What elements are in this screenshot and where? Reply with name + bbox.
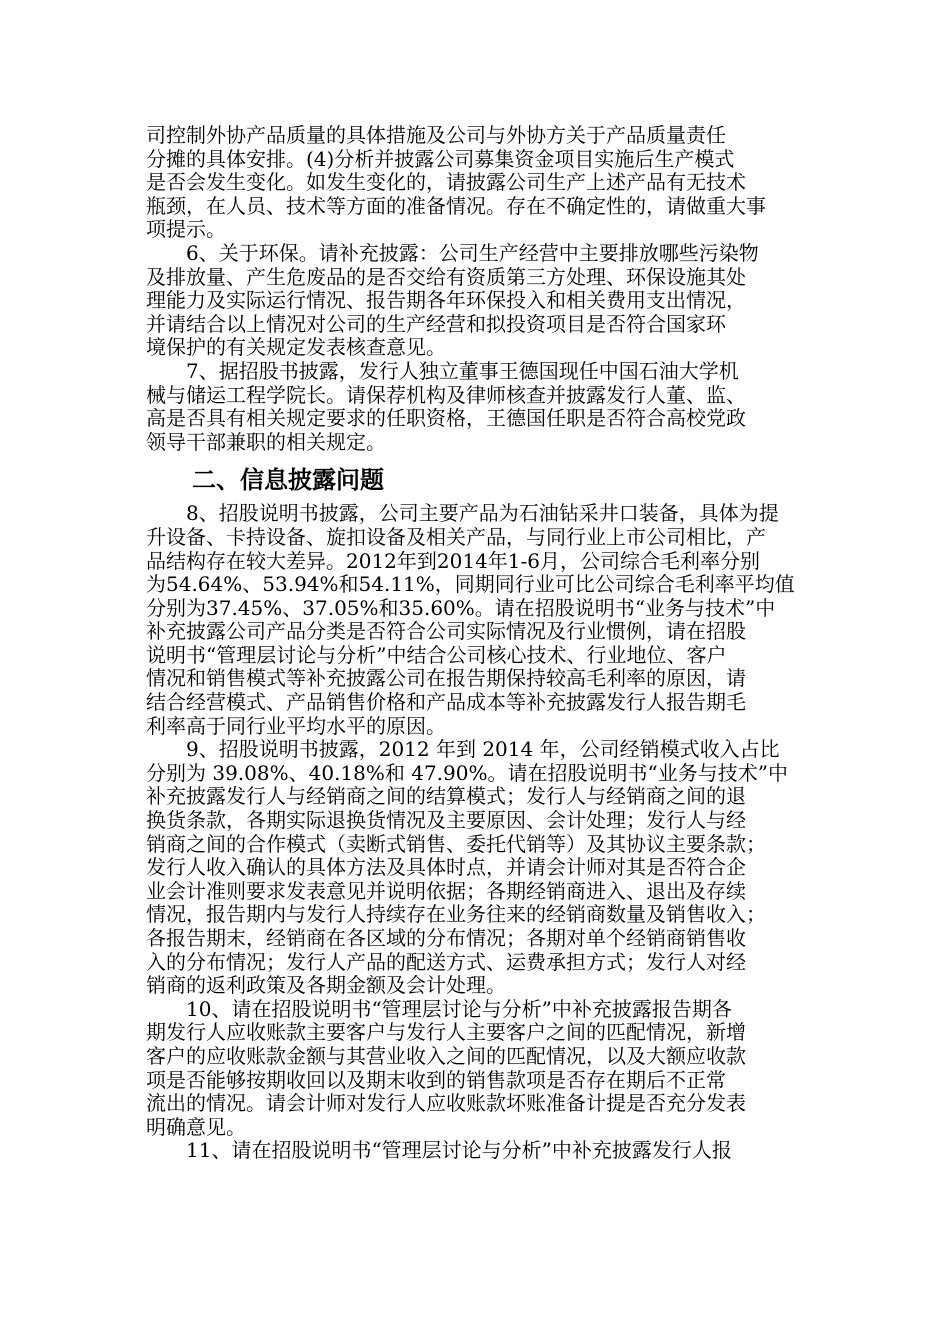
text-line: 瓶颈，在人员、技术等方面的准备情况。存在不确定性的，请做重大事	[146, 193, 766, 218]
text-line: 领导干部兼职的相关规定。	[146, 429, 386, 454]
paragraph	[146, 502, 806, 738]
text-line: 分别为 39.08%、40.18%和 47.90%。请在招股说明书“业务与技术”中	[146, 760, 788, 785]
text-line: 6、关于环保。请补充披露：公司生产经营中主要排放哪些污染物	[186, 240, 759, 265]
text-line: 各报告期末，经销商在各区域的分布情况；各期对单个经销商销售收	[146, 926, 746, 950]
text-line: 10、请在招股说明书“管理层讨论与分析”中补充披露报告期各	[186, 996, 732, 1021]
section-heading: 二、信息披露问题	[192, 466, 384, 495]
text-line: 理能力及实际运行情况、报告期各年环保投入和相关费用支出情况，	[146, 288, 746, 313]
text-line: 分别为37.45%、37.05%和35.60%。请在招股说明书“业务与技术”中	[146, 595, 776, 620]
text-line: 并请结合以上情况对公司的生产经营和拟投资项目是否符合国家环	[146, 311, 726, 336]
document-body-top	[146, 124, 806, 454]
text-line: 客户的应收账款金额与其营业收入之间的匹配情况，以及大额应收款	[146, 1043, 746, 1068]
text-line: 补充披露发行人与经销商之间的结算模式；发行人与经销商之间的退	[146, 784, 746, 809]
text-line: 司控制外协产品质量的具体措施及公司与外协方关于产品质量责任	[146, 123, 726, 147]
paragraph	[146, 124, 806, 242]
paragraph	[146, 738, 806, 998]
text-line: 情况，报告期内与发行人持续存在业务往来的经销商数量及销售收入；	[146, 902, 766, 927]
text-line: 11、请在招股说明书“管理层讨论与分析”中补充披露发行人报	[186, 1138, 732, 1163]
text-line: 项是否能够按期收回以及期末收到的销售款项是否存在期后不正常	[146, 1067, 726, 1092]
paragraph	[146, 360, 806, 454]
text-line: 高是否具有相关规定要求的任职资格，王德国任职是否符合高校党政	[146, 406, 746, 431]
text-line: 补充披露公司产品分类是否符合公司实际情况及行业惯例，请在招股	[146, 619, 746, 644]
text-line: 情况和销售模式等补充披露公司在报告期保持较高毛利率的原因，请	[146, 666, 746, 691]
document-page	[146, 124, 806, 1163]
text-line: 销商之间的合作模式（卖断式销售、委托代销等）及其协议主要条款；	[146, 831, 766, 856]
text-line: 分摊的具体安排。(4)分析并披露公司募集资金项目实施后生产模式	[146, 146, 735, 171]
text-line: 销商的返利政策及各期金额及会计处理。	[146, 973, 506, 998]
text-line: 结合经营模式、产品销售价格和产品成本等补充披露发行人报告期毛	[146, 690, 746, 715]
document-body-bottom	[146, 502, 806, 1163]
paragraph	[146, 1139, 806, 1163]
text-line: 升设备、卡持设备、旋扣设备及相关产品，与同行业上市公司相比，产	[146, 524, 766, 549]
text-line: 期发行人应收账款主要客户与发行人主要客户之间的匹配情况，新增	[146, 1020, 746, 1045]
text-line: 为54.64%、53.94%和54.11%，同期同行业可比公司综合毛利率平均值	[146, 572, 795, 597]
text-line: 境保护的有关规定发表核查意见。	[146, 335, 446, 360]
text-line: 8、招股说明书披露，公司主要产品为石油钻采井口装备，具体为提	[186, 501, 779, 526]
text-line: 9、招股说明书披露，2012 年到 2014 年，公司经销模式收入占比	[186, 737, 780, 762]
text-line: 品结构存在较大差异。2012年到2014年1-6月，公司综合毛利率分别	[146, 548, 761, 573]
text-line: 业会计准则要求发表意见并说明依据；各期经销商进入、退出及存续	[146, 878, 746, 903]
text-line: 是否会发生变化。如发生变化的，请披露公司生产上述产品有无技术	[146, 170, 746, 195]
text-line: 及排放量、产生危废品的是否交给有资质第三方处理、环保设施其处	[146, 264, 746, 289]
text-line: 入的分布情况；发行人产品的配送方式、运费承担方式；发行人对经	[146, 949, 746, 974]
text-line: 利率高于同行业平均水平的原因。	[146, 713, 446, 738]
text-line: 流出的情况。请会计师对发行人应收账款坏账准备计提是否充分发表	[146, 1091, 746, 1116]
text-line: 说明书“管理层讨论与分析”中结合公司核心技术、行业地位、客户	[146, 642, 727, 667]
text-line: 发行人收入确认的具体方法及具体时点，并请会计师对其是否符合企	[146, 855, 746, 880]
paragraph	[146, 242, 806, 360]
text-line: 明确意见。	[146, 1114, 246, 1139]
text-line: 换货条款，各期实际退换货情况及主要原因、会计处理；发行人与经	[146, 808, 746, 833]
paragraph	[146, 998, 806, 1140]
text-line: 7、据招股书披露，发行人独立董事王德国现任中国石油大学机	[186, 358, 739, 383]
text-line: 械与储运工程学院长。请保荐机构及律师核查并披露发行人董、监、	[146, 382, 746, 407]
text-line: 项提示。	[146, 217, 226, 242]
